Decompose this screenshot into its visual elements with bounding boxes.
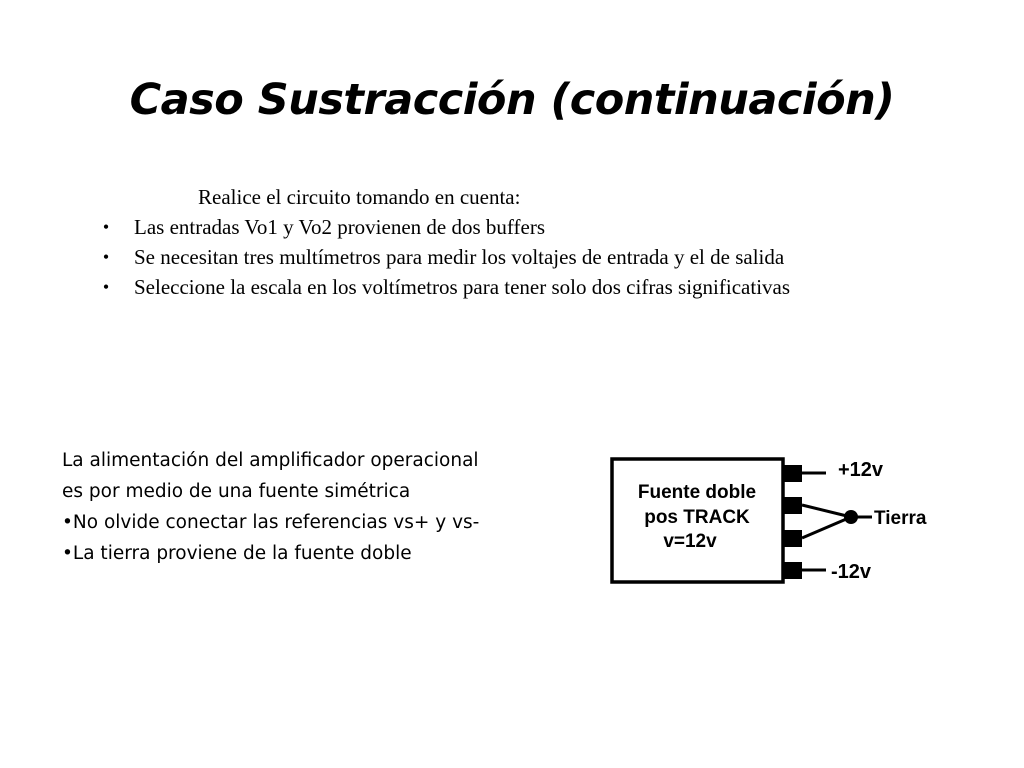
box-label-line: v=12v — [663, 531, 717, 552]
terminal-pin — [784, 497, 802, 514]
bullet-icon: • — [102, 247, 110, 267]
terminal-pin — [784, 530, 802, 547]
power-note-line: •No olvide conectar las referencias vs+ y vs- — [62, 512, 480, 533]
terminal-pin — [784, 562, 802, 579]
terminal-pin — [784, 465, 802, 482]
list-item-text: Se necesitan tres multímetros para medir los voltajes de entrada y el de salida — [134, 245, 785, 269]
list-item-text: Seleccione la escala en los voltímetros para tener solo dos cifras significativas — [134, 275, 791, 299]
box-label-line: Fuente doble — [637, 482, 757, 503]
bullet-icon: • — [102, 277, 110, 297]
list-item — [90, 242, 890, 272]
power-supply-diagram — [600, 445, 960, 595]
negative-voltage-label: -12v — [831, 561, 872, 583]
box-label-line: pos TRACK — [644, 507, 750, 528]
power-note-line: es por medio de una fuente simétrica — [62, 481, 411, 502]
ground-label: Tierra — [874, 508, 927, 529]
positive-voltage-label: +12v — [838, 459, 884, 481]
bullet-icon: • — [102, 217, 110, 237]
instructions-intro: Realice el circuito tomando en cuenta: — [198, 185, 521, 209]
list-item — [90, 212, 890, 242]
power-note-line: •La tierra proviene de la fuente doble — [62, 543, 412, 564]
slide-title: Caso Sustracción (continuación) — [129, 75, 895, 125]
list-item — [90, 272, 890, 302]
instructions-list — [90, 212, 890, 302]
ground-lead — [802, 505, 851, 517]
power-note-line: La alimentación del amplificador operacional — [62, 450, 479, 471]
ground-lead — [802, 517, 851, 538]
ground-node — [844, 510, 858, 524]
power-notes — [62, 445, 552, 569]
list-item-text: Las entradas Vo1 y Vo2 provienen de dos buffers — [134, 215, 545, 239]
instructions-block — [90, 182, 890, 302]
